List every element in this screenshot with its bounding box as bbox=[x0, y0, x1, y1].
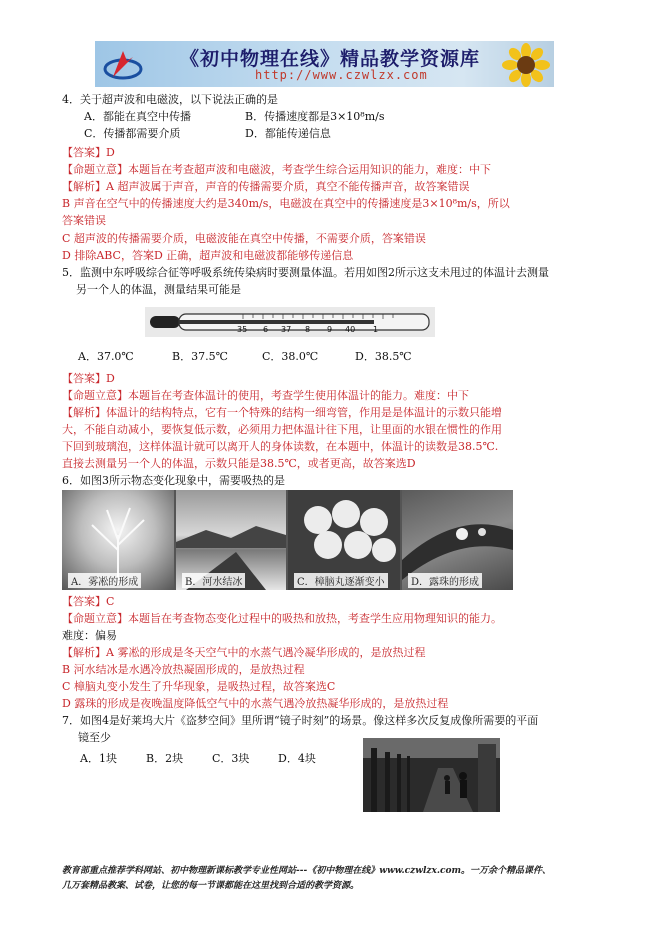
q4-analysis-2: B 声音在空气中的传播速度大约是340m/s，电磁波在真空中的传播速度是3×10⁸m/s，所以 bbox=[62, 197, 510, 210]
q4-answer: 【答案】D bbox=[62, 146, 115, 159]
caption-c: C．樟脑丸逐渐变小 bbox=[294, 573, 388, 588]
q5-answer: 【答案】D bbox=[62, 372, 115, 385]
q5-stem-2: 另一个人的体温，测量结果可能是 bbox=[76, 283, 241, 296]
q5-option-b: B．37.5℃ bbox=[172, 350, 228, 363]
scale-label: 8 bbox=[305, 325, 311, 334]
q4-analysis-5: D 排除ABC，答案D 正确，超声波和电磁波都能够传递信息 bbox=[62, 249, 354, 262]
q4-option-d: D．都能传递信息 bbox=[245, 127, 331, 140]
q6-analysis-3: C 樟脑丸变小发生了升华现象，是吸热过程，故答案选C bbox=[62, 680, 336, 693]
thermometer-bulb bbox=[150, 316, 180, 328]
q7-option-b: B．2块 bbox=[146, 752, 184, 765]
q4-option-c: C．传播都需要介质 bbox=[84, 127, 181, 140]
q4-analysis-4: C 超声波的传播需要介质，电磁波能在真空中传播，不需要介质，答案错误 bbox=[62, 232, 426, 245]
caption-d: D．露珠的形成 bbox=[408, 573, 482, 588]
q6-intent: 【命题立意】本题旨在考查物态变化过程中的吸热和放热，考查学生应用物理知识的能力。 bbox=[62, 612, 502, 625]
photo-river-ice bbox=[176, 490, 286, 590]
q4-intent: 【命题立意】本题旨在考查超声波和电磁波，考查学生综合运用知识的能力，难度：中下 bbox=[62, 163, 491, 176]
q5-stem-1: 5．监测中东呼吸综合征等呼吸系统传染病时要测量体温。若用如图2所示这支未甩过的体温计去测量 bbox=[62, 266, 549, 279]
q5-option-c: C．38.0℃ bbox=[262, 350, 319, 363]
mirror-scene-figure bbox=[363, 738, 500, 812]
phase-change-figure bbox=[62, 490, 513, 590]
footer-line-2: 几万套精品教案、试卷，让您的每一节课都能在这里找到合适的教学资源。 bbox=[62, 881, 360, 891]
q7-option-d: D．4块 bbox=[278, 752, 316, 765]
photo-rime bbox=[62, 490, 174, 590]
q6-difficulty: 难度：偏易 bbox=[62, 629, 117, 642]
q7-stem-1: 7．如图4是好莱坞大片《盗梦空间》里所谓“镜子时刻”的场景。像这样多次反复成像所需要的平面 bbox=[62, 714, 539, 727]
q6-analysis-4: D 露珠的形成是夜晚温度降低空气中的水蒸气遇冷放热凝华形成的，是放热过程 bbox=[62, 697, 449, 710]
banner-title: 《初中物理在线》精品教学资源库 bbox=[180, 48, 481, 70]
q5-option-d: D．38.5℃ bbox=[355, 350, 412, 363]
q5-analysis-3: 下回到玻璃泡，这样体温计就可以离开人的身体读数，在本题中，体温计的读数是38.5℃. bbox=[62, 440, 499, 453]
scale-label: 1 bbox=[373, 325, 379, 334]
q5-option-a: A．37.0℃ bbox=[78, 350, 134, 363]
q4-option-b: B．传播速度都是3×10⁸m/s bbox=[245, 110, 385, 123]
scale-label: 40 bbox=[345, 325, 356, 334]
scale-label: 35 bbox=[237, 325, 248, 334]
q4-analysis-1: 【解析】A 超声波属于声音，声音的传播需要介质，真空不能传播声音，故答案错误 bbox=[62, 180, 470, 193]
q7-stem-2: 镜至少 bbox=[78, 731, 111, 744]
q5-analysis-2: 大，不能自动减小，要恢复低示数，必须用力把体温计往下甩，让里面的水银在惯性的作用 bbox=[62, 423, 502, 436]
footer-line-1: 教育部重点推荐学科网站、初中物理新课标教学专业性网站---《初中物理在线》www.czwlzx.com。一万余个精品课件、 bbox=[62, 866, 552, 876]
q6-stem: 6．如图3所示物态变化现象中，需要吸热的是 bbox=[62, 474, 285, 487]
q4-option-a: A．都能在真空中传播 bbox=[84, 110, 191, 123]
q4-analysis-3: 答案错误 bbox=[62, 214, 106, 227]
header-banner bbox=[95, 41, 554, 87]
caption-a: A．雾凇的形成 bbox=[68, 573, 141, 588]
scale-label: 37 bbox=[281, 325, 292, 334]
site-logo-icon bbox=[103, 47, 143, 81]
q4-stem: 4．关于超声波和电磁波，以下说法正确的是 bbox=[62, 93, 278, 106]
scale-label: 6 bbox=[263, 325, 269, 334]
q5-analysis-4: 直接去测量另一个人的体温，示数只能是38.5℃，或者更高，故答案选D bbox=[62, 457, 416, 470]
photo-mothballs bbox=[288, 490, 400, 590]
scale-label: 9 bbox=[327, 325, 333, 334]
caption-b: B．河水结冰 bbox=[182, 573, 245, 588]
q7-option-a: A．1块 bbox=[80, 752, 117, 765]
thermometer-figure bbox=[145, 307, 435, 337]
q5-analysis-1: 【解析】体温计的结构特点，它有一个特殊的结构一细弯管，作用是是体温计的示数只能增 bbox=[62, 406, 502, 419]
sunflower-icon bbox=[502, 43, 550, 87]
q6-answer: 【答案】C bbox=[62, 595, 115, 608]
q7-option-c: C．3块 bbox=[212, 752, 250, 765]
photo-dew bbox=[402, 490, 513, 590]
q6-analysis-1: 【解析】A 雾凇的形成是冬天空气中的水蒸气遇冷凝华形成的，是放热过程 bbox=[62, 646, 426, 659]
mercury-column bbox=[179, 320, 374, 324]
q6-analysis-2: B 河水结冰是水遇冷放热凝固形成的，是放热过程 bbox=[62, 663, 305, 676]
q5-intent: 【命题立意】本题旨在考查体温计的使用，考查学生使用体温计的能力。难度：中下 bbox=[62, 389, 469, 402]
banner-url[interactable]: http://www.czwlzx.com bbox=[255, 68, 428, 82]
